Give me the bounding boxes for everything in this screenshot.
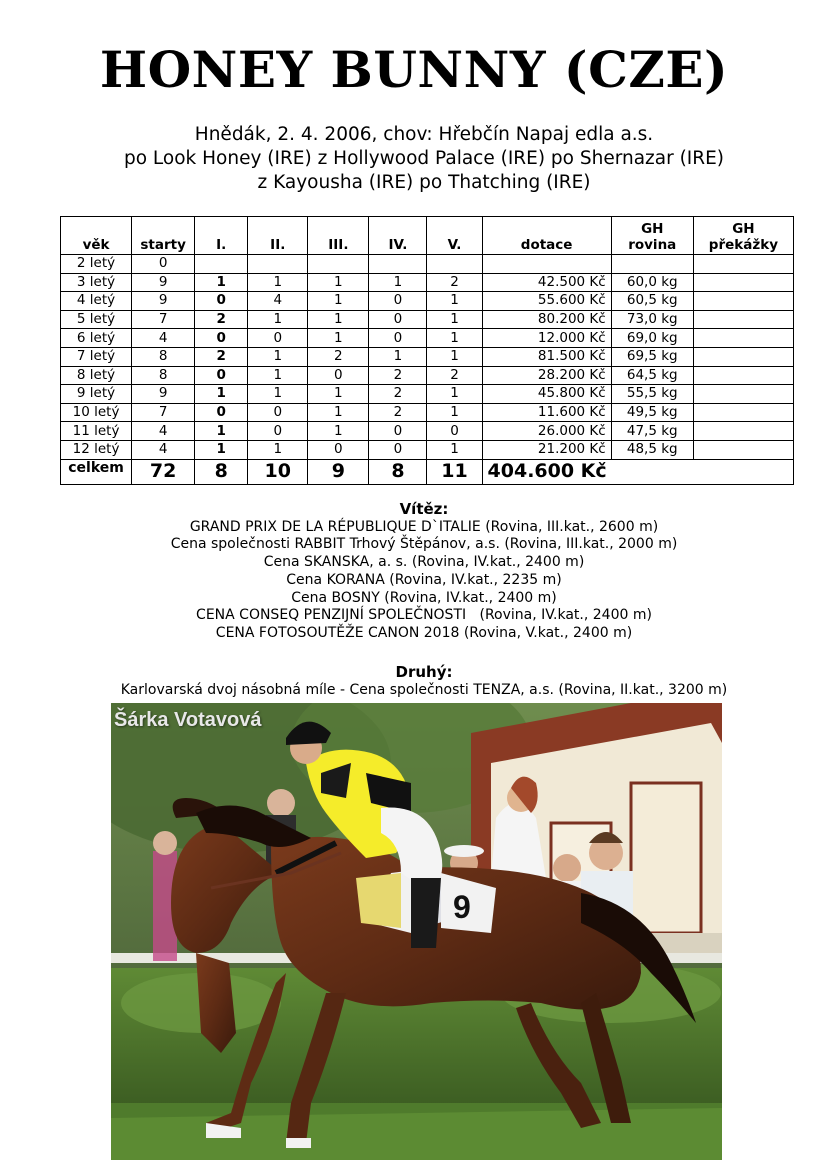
table-cell-p3: 1: [308, 403, 369, 422]
table-cell-p5: 1: [427, 440, 482, 459]
table-cell-p1: 1: [195, 273, 248, 292]
table-cell-prize: 12.000 Kč: [482, 329, 611, 348]
table-cell-age: 6 letý: [61, 329, 132, 348]
table-cell-starts: 9: [132, 273, 195, 292]
table-cell-p1: 1: [195, 385, 248, 404]
table-cell-gh-flat: 60,0 kg: [611, 273, 693, 292]
table-cell-p2: 1: [248, 273, 308, 292]
table-cell-starts: 0: [132, 255, 195, 274]
table-cell-age: 10 letý: [61, 403, 132, 422]
table-cell-p2: 0: [248, 422, 308, 441]
table-cell-p3: 1: [308, 310, 369, 329]
table-cell-p5: 1: [427, 292, 482, 311]
table-cell-gh-flat: 48,5 kg: [611, 440, 693, 459]
winner-race-item: CENA FOTOSOUTĚŽE CANON 2018 (Rovina, V.kat., 2400 m): [215, 624, 633, 641]
horse-photo-illustration: [111, 703, 722, 1160]
table-cell-age: 12 letý: [61, 440, 132, 459]
table-cell-gh-jump: [693, 292, 793, 311]
table-cell-p2: 1: [248, 440, 308, 459]
table-cell-prize: 80.200 Kč: [482, 310, 611, 329]
col-header-second: II.: [248, 217, 308, 255]
photo-credit: Šárka Votavová: [114, 709, 262, 731]
table-cell-p1: 1: [195, 422, 248, 441]
table-cell-age: 2 letý: [61, 255, 132, 274]
table-cell-p4: 0: [369, 310, 427, 329]
table-cell-age: 9 letý: [61, 385, 132, 404]
table-cell-age: 8 letý: [61, 366, 132, 385]
table-cell-p4: 2: [369, 385, 427, 404]
table-row: [61, 403, 794, 422]
table-cell-gh-flat: 64,5 kg: [611, 366, 693, 385]
table-cell-p2: 1: [248, 366, 308, 385]
table-cell-starts: 4: [132, 329, 195, 348]
table-cell-age: 3 letý: [61, 273, 132, 292]
table-cell-p3: 1: [308, 385, 369, 404]
table-cell-p3: 1: [308, 273, 369, 292]
table-cell-p5: 0: [427, 422, 482, 441]
table-cell-p4: 0: [369, 329, 427, 348]
table-cell-p5: 1: [427, 329, 482, 348]
table-cell-p2: 0: [248, 329, 308, 348]
table-cell-prize: 21.200 Kč: [482, 440, 611, 459]
winner-race-item: Cena BOSNY (Rovina, IV.kat., 2400 m): [291, 589, 557, 606]
table-row: [61, 440, 794, 459]
table-cell-gh-flat: 69,5 kg: [611, 347, 693, 366]
table-cell-p5: 2: [427, 366, 482, 385]
table-row: [61, 292, 794, 311]
table-cell-p3: 1: [308, 422, 369, 441]
table-cell-prize: 55.600 Kč: [482, 292, 611, 311]
col-header-first: I.: [195, 217, 248, 255]
table-cell-starts: 8: [132, 347, 195, 366]
table-cell-p2: [248, 255, 308, 274]
table-cell-p2: 0: [248, 403, 308, 422]
table-cell-p2: 4: [248, 292, 308, 311]
table-cell-gh-jump: [693, 255, 793, 274]
table-cell-age: 4 letý: [61, 292, 132, 311]
col-header-fifth: V.: [427, 217, 482, 255]
table-cell-gh-flat: 69,0 kg: [611, 329, 693, 348]
table-cell-p1: 0: [195, 403, 248, 422]
table-cell-gh-jump: [693, 403, 793, 422]
table-row: [61, 422, 794, 441]
col-header-age: věk: [61, 217, 132, 255]
table-cell-p5: 1: [427, 347, 482, 366]
winner-section: [0, 501, 828, 643]
table-cell-prize: [482, 255, 611, 274]
horse-photo: [111, 703, 722, 1160]
table-cell-gh-jump: [693, 422, 793, 441]
table-cell-gh-jump: [693, 366, 793, 385]
table-cell-p4: [369, 255, 427, 274]
table-cell-p3: 2: [308, 347, 369, 366]
table-cell-prize: 81.500 Kč: [482, 347, 611, 366]
table-row: [61, 273, 794, 292]
table-cell-gh-flat: [611, 255, 693, 274]
col-header-gh-jump: GH překážky: [693, 217, 793, 255]
table-row: [61, 366, 794, 385]
table-cell-gh-jump: [693, 440, 793, 459]
table-cell-prize: 45.800 Kč: [482, 385, 611, 404]
table-cell-age: 11 letý: [61, 422, 132, 441]
pedigree-line-birth: Hnědák, 2. 4. 2006, chov: Hřebčín Napaj edla a.s.: [194, 124, 654, 145]
total-cell-p3: 9: [308, 459, 369, 484]
table-cell-prize: 11.600 Kč: [482, 403, 611, 422]
table-cell-prize: 28.200 Kč: [482, 366, 611, 385]
table-cell-gh-flat: 55,5 kg: [611, 385, 693, 404]
col-header-gh-flat: GH rovina: [611, 217, 693, 255]
table-cell-p4: 0: [369, 440, 427, 459]
table-cell-p5: 2: [427, 273, 482, 292]
col-header-starts: starty: [132, 217, 195, 255]
table-cell-p4: 0: [369, 292, 427, 311]
col-header-third: III.: [308, 217, 369, 255]
pedigree-line-dam: z Kayousha (IRE) po Thatching (IRE): [257, 172, 591, 193]
race-record-table: [60, 216, 794, 485]
table-cell-starts: 7: [132, 403, 195, 422]
table-cell-p1: 0: [195, 292, 248, 311]
total-cell-starts: 72: [132, 459, 195, 484]
table-cell-p5: 1: [427, 310, 482, 329]
total-cell-p4: 8: [369, 459, 427, 484]
winner-race-item: Cena společnosti RABBIT Trhový Štěpánov, a.s. (Rovina, III.kat., 2000 m): [170, 536, 678, 553]
table-cell-gh-flat: 49,5 kg: [611, 403, 693, 422]
table-cell-gh-flat: 73,0 kg: [611, 310, 693, 329]
table-cell-starts: 4: [132, 440, 195, 459]
table-cell-p3: 0: [308, 440, 369, 459]
table-cell-prize: 42.500 Kč: [482, 273, 611, 292]
table-cell-gh-jump: [693, 385, 793, 404]
table-cell-p4: 1: [369, 273, 427, 292]
second-race-item: Karlovarská dvoj násobná míle - Cena společnosti TENZA, a.s. (Rovina, II.kat., 3200 m): [120, 681, 728, 698]
second-heading: Druhý:: [395, 663, 453, 681]
table-cell-gh-jump: [693, 273, 793, 292]
table-header-row: [61, 217, 794, 255]
table-cell-p2: 1: [248, 310, 308, 329]
total-cell-label: celkem: [61, 459, 132, 484]
table-cell-p1: 1: [195, 440, 248, 459]
table-cell-p4: 2: [369, 366, 427, 385]
col-header-fourth: IV.: [369, 217, 427, 255]
table-cell-p3: 0: [308, 366, 369, 385]
table-cell-starts: 4: [132, 422, 195, 441]
table-row: [61, 385, 794, 404]
table-cell-starts: 7: [132, 310, 195, 329]
table-cell-starts: 9: [132, 292, 195, 311]
table-cell-p4: 1: [369, 347, 427, 366]
table-cell-p4: 2: [369, 403, 427, 422]
table-cell-p1: 2: [195, 310, 248, 329]
total-cell-p2: 10: [248, 459, 308, 484]
table-cell-p5: 1: [427, 385, 482, 404]
pedigree-block: [0, 123, 828, 195]
table-cell-gh-jump: [693, 347, 793, 366]
table-total-row: [61, 459, 794, 484]
table-row: [61, 310, 794, 329]
table-cell-p3: 1: [308, 329, 369, 348]
table-row: [61, 347, 794, 366]
table-cell-p3: 1: [308, 292, 369, 311]
table-row: [61, 329, 794, 348]
winner-race-item: Cena KORANA (Rovina, IV.kat., 2235 m): [286, 571, 562, 588]
table-cell-gh-jump: [693, 329, 793, 348]
total-cell-p5: 11: [427, 459, 482, 484]
winner-race-item: GRAND PRIX DE LA RÉPUBLIQUE D`ITALIE (Rovina, III.kat., 2600 m): [189, 518, 659, 535]
table-cell-p2: 1: [248, 347, 308, 366]
total-cell-prize: 404.600 Kč: [482, 459, 793, 484]
pedigree-line-sire: po Look Honey (IRE) z Hollywood Palace (IRE) po Shernazar (IRE): [123, 148, 725, 169]
winner-race-item: CENA CONSEQ PENZIJNÍ SPOLEČNOSTI (Rovina, IV.kat., 2400 m): [196, 607, 652, 624]
col-header-prize: dotace: [482, 217, 611, 255]
second-section: [0, 664, 828, 699]
winner-heading: Vítěz:: [399, 500, 449, 518]
horse-name-title: HONEY BUNNY (CZE): [99, 40, 729, 99]
table-cell-p4: 0: [369, 422, 427, 441]
table-cell-starts: 9: [132, 385, 195, 404]
table-row: [61, 255, 794, 274]
table-cell-p2: 1: [248, 385, 308, 404]
table-cell-age: 7 letý: [61, 347, 132, 366]
table-cell-p5: 1: [427, 403, 482, 422]
table-cell-p1: [195, 255, 248, 274]
winner-race-item: Cena SKANSKA, a. s. (Rovina, IV.kat., 2400 m): [263, 554, 585, 571]
table-cell-p1: 2: [195, 347, 248, 366]
saddle-cloth-number: 9: [453, 889, 471, 925]
table-cell-prize: 26.000 Kč: [482, 422, 611, 441]
table-cell-p1: 0: [195, 366, 248, 385]
table-cell-starts: 8: [132, 366, 195, 385]
table-cell-p3: [308, 255, 369, 274]
table-cell-gh-flat: 60,5 kg: [611, 292, 693, 311]
total-cell-p1: 8: [195, 459, 248, 484]
table-cell-gh-jump: [693, 310, 793, 329]
table-cell-p5: [427, 255, 482, 274]
table-cell-p1: 0: [195, 329, 248, 348]
table-cell-gh-flat: 47,5 kg: [611, 422, 693, 441]
table-cell-age: 5 letý: [61, 310, 132, 329]
